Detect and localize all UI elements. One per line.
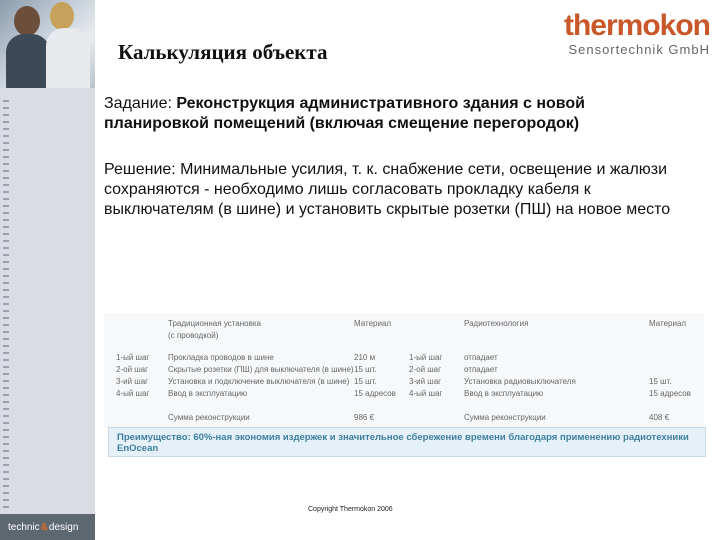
row3-mat2: 15 шт. [649, 377, 672, 386]
sum-radio-label: Сумма реконструкции [464, 413, 546, 422]
brand-bar [0, 514, 95, 540]
brand-bar-left: technic [8, 521, 40, 533]
advantage-banner: Преимущество: 60%-ная экономия издержек и значительное сбережение времени благодаря применению радиотехники EnOcean [108, 427, 706, 457]
row3-step2: 3-ий шаг [409, 377, 442, 386]
brand-bar-right: design [48, 521, 79, 533]
row2-step2: 2-ой шаг [409, 365, 442, 374]
sum-trad-value: 986 € [354, 413, 375, 422]
page-title: Калькуляция объекта [118, 40, 328, 64]
row1-mat1: 210 м [354, 353, 376, 362]
row3-radio: Установка радиовыключателя [464, 377, 576, 386]
header-radio: Радиотехнология [464, 319, 529, 328]
header-material-2: Материал [649, 319, 687, 328]
row1-radio: отпадает [464, 353, 498, 362]
photo-person-2-body [46, 28, 90, 88]
row3-step1: 3-ий шаг [116, 377, 149, 386]
header-traditional: Традиционная установка [168, 319, 261, 328]
row1-trad: Прокладка проводов в шине [168, 353, 274, 362]
dotted-line-decor [3, 100, 9, 510]
row3-mat1: 15 шт. [354, 377, 377, 386]
header-material-1: Материал [354, 319, 392, 328]
copyright-footer: Copyright Thermokon 2006 [308, 506, 393, 513]
photo-person-2-head [50, 2, 74, 30]
task-paragraph [104, 94, 694, 134]
row4-mat1: 15 адресов [354, 389, 396, 398]
row3-trad: Установка и подключение выключателя (в шине) [168, 377, 350, 386]
solution-paragraph: Решение: Минимальные усилия, т. к. снабжение сети, освещение и жалюзи сохраняются - необходимо лишь согласовать прокладку кабеля к выключателям (в шине) и установить скрытые розетки (ПШ) на новое место [104, 161, 671, 218]
photo-person-1-body [6, 34, 50, 88]
row4-mat2: 15 адресов [649, 389, 691, 398]
row4-step2: 4-ый шаг [409, 389, 443, 398]
photo-person-1-head [14, 6, 40, 36]
row4-step1: 4-ый шаг [116, 389, 150, 398]
logo-word: thermokon [563, 9, 710, 42]
sum-radio-value: 408 € [649, 413, 670, 422]
row1-step2: 1-ый шаг [409, 353, 443, 362]
left-decor-strip [0, 0, 95, 540]
logo-subtitle: Sensortechnik GmbH [568, 42, 710, 57]
row1-step1: 1-ый шаг [116, 353, 150, 362]
task-text: Реконструкция административного здания с новой планировкой помещений (включая смещение перегородок) [104, 95, 585, 132]
row4-trad: Ввод в эксплуатацию [168, 389, 248, 398]
header-photo [0, 0, 95, 88]
row2-mat1: 15 шт. [354, 365, 377, 374]
row4-radio: Ввод в эксплуатацию [464, 389, 544, 398]
task-label: Задание: [104, 95, 172, 112]
brand-bar-amp: & [40, 521, 48, 533]
thermokon-logo [548, 10, 710, 57]
row2-radio: отпадает [464, 365, 498, 374]
sum-trad-label: Сумма реконструкции [168, 413, 250, 422]
row2-trad: Скрытые розетки (ПШ) для выключателя (в шине) [168, 365, 354, 374]
row2-step1: 2-ой шаг [116, 365, 149, 374]
header-traditional-sub: (с проводкой) [168, 331, 219, 340]
comparison-table [104, 313, 704, 428]
